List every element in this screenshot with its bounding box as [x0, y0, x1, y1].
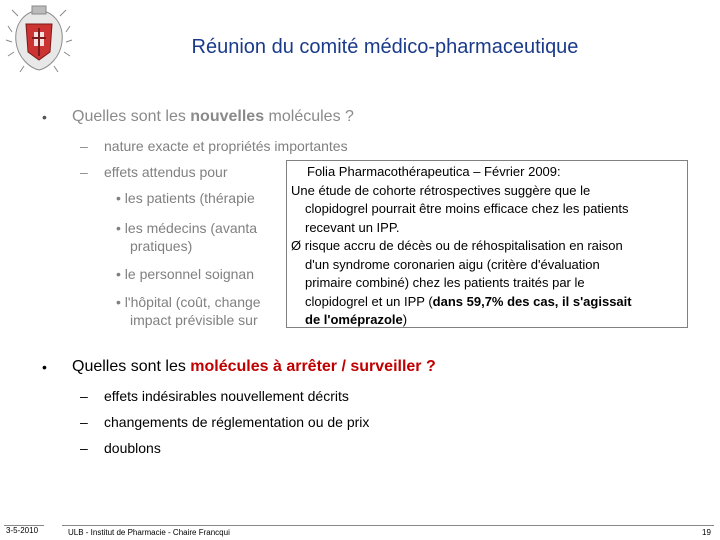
slide-title: Réunion du comité médico-pharmaceutique — [191, 36, 579, 58]
sub-item-side-effects: effets indésirables nouvellement décrits — [104, 388, 349, 404]
footer-date: 3-5-2010 — [6, 526, 39, 535]
callout-line: Ø risque accru de décès ou de réhospitalisation en raison — [291, 238, 623, 253]
bullet-molecules-to-stop: Quelles sont les molécules à arrêter / surveiller ? — [72, 358, 436, 375]
bullet-new-molecules: Quelles sont les nouvelles molécules ? — [72, 108, 354, 125]
callout-line: recevant un IPP. — [305, 219, 400, 235]
dash-marker: – — [80, 138, 88, 154]
bullet-marker-1: • — [42, 109, 47, 125]
callout-line: clopidogrel pourrait être moins efficace chez les patients — [305, 201, 629, 216]
sub-item-nature: nature exacte et propriétés importantes — [104, 138, 348, 154]
sub-sub-item-hospital: • l'hôpital (coût, change — [116, 294, 261, 310]
footer-rule — [62, 525, 714, 526]
callout-line: clopidogrel et un IPP (dans 59,7% des cas, il s'agissait — [305, 293, 632, 309]
callout-line: primaire combiné) chez les patients traités par le — [305, 275, 585, 290]
callout-line: Une étude de cohorte rétrospectives suggère que le — [291, 182, 591, 198]
callout-line: Folia Pharmacothérapeutica – Février 2009: — [307, 164, 561, 179]
arrow-bullet-icon: Ø — [291, 238, 302, 253]
sub-sub-item-patients: • les patients (thérapie — [116, 190, 255, 206]
sub-sub-item-staff: • le personnel soignan — [116, 266, 255, 282]
callout-line: de l'oméprazole) — [305, 312, 408, 327]
footer-institution: ULB - Institut de Pharmacie - Chaire Francqui — [68, 528, 230, 537]
page-number: 19 — [702, 528, 711, 537]
dash-marker: – — [80, 414, 88, 430]
sub-sub-item-hospital-cont: impact prévisible sur — [130, 312, 258, 328]
dash-marker: – — [80, 440, 88, 456]
sub-sub-item-doctors: • les médecins (avanta — [116, 220, 258, 236]
bullet-marker-2: • — [42, 359, 47, 375]
sub-item-regulation: changements de réglementation ou de prix — [104, 414, 370, 430]
sub-sub-item-doctors-cont: pratiques) — [130, 238, 193, 254]
dash-marker: – — [80, 388, 88, 404]
sub-item-duplicates: doublons — [104, 440, 161, 456]
callout-line: d'un syndrome coronarien aigu (critère d'évaluation — [305, 256, 600, 272]
university-seal-logo — [4, 2, 74, 74]
folia-callout-box — [286, 160, 688, 328]
dash-marker: – — [80, 164, 88, 180]
sub-item-expected-effects: effets attendus pour — [104, 164, 228, 180]
